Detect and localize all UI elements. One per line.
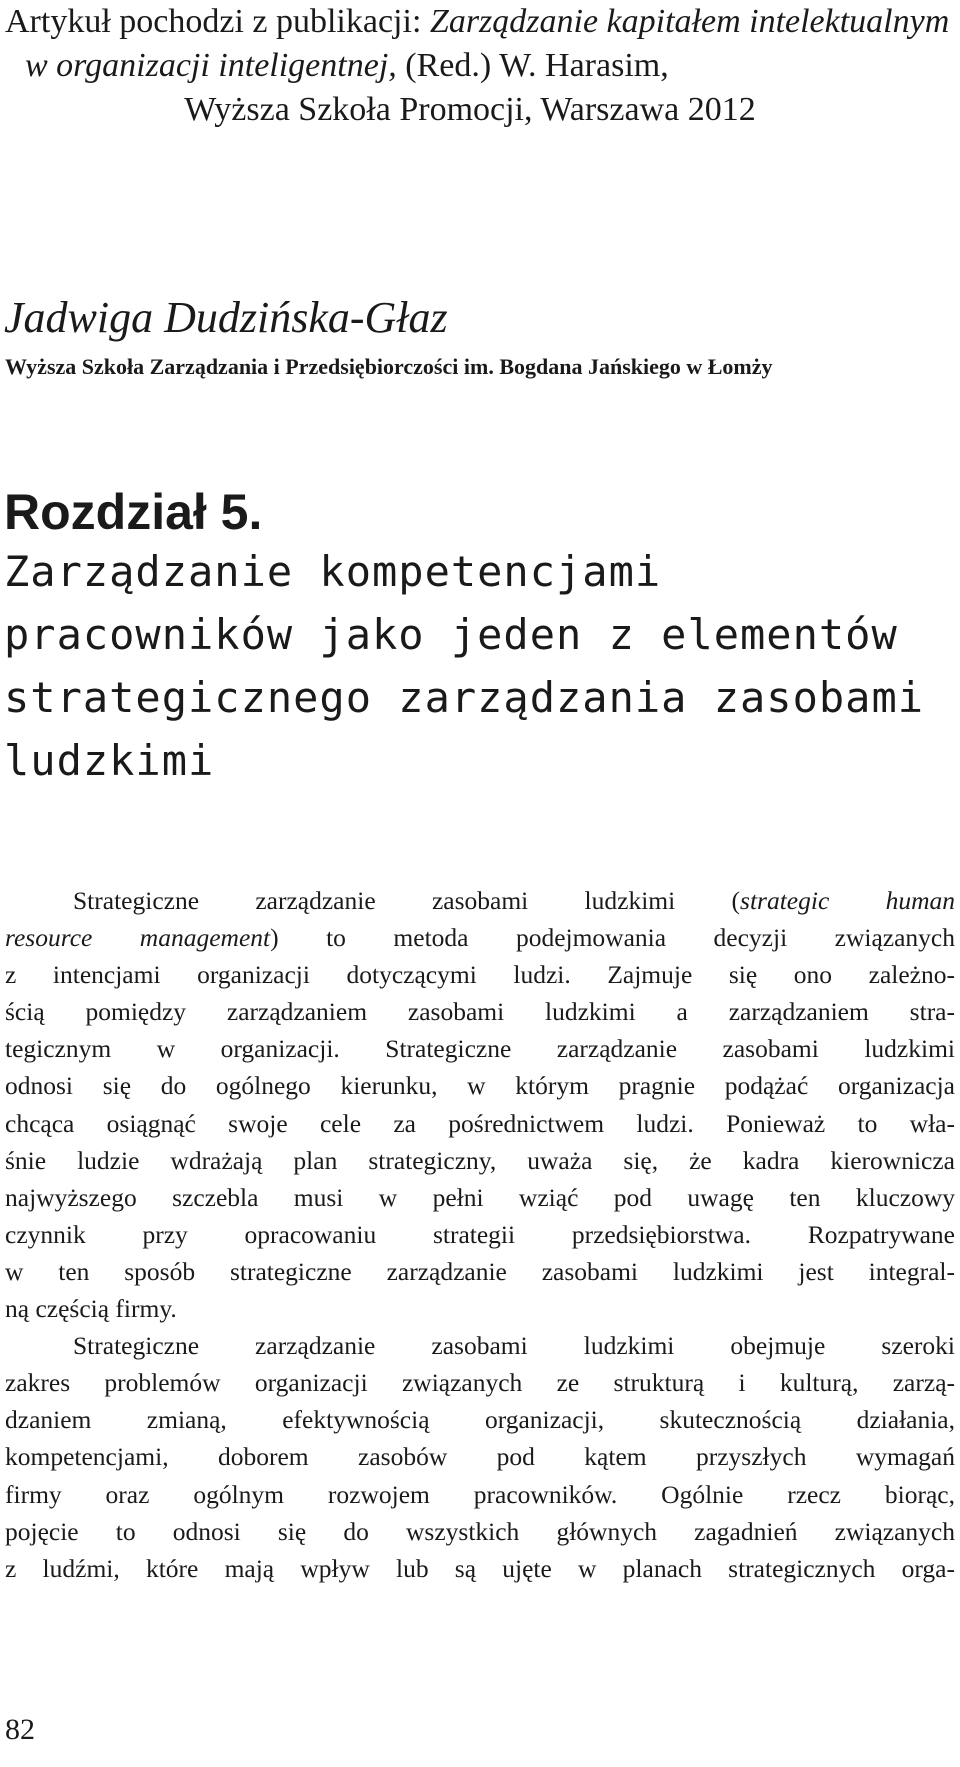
body-text	[5, 882, 955, 1587]
body-line: Strategiczne zarządzanie zasobami ludzkimi (strategic human	[73, 886, 955, 915]
chapter-title-line: ludzkimi	[4, 736, 215, 785]
body-line: odnosi się do ogólnego kierunku, w którym pragnie podążać organizacja	[5, 1071, 955, 1101]
chapter-title-line: strategicznego zarządzania zasobami	[4, 673, 925, 722]
body-line: czynnik przy opracowaniu strategii przedsiębiorstwa. Rozpatrywane	[5, 1219, 955, 1249]
source-line-2: w organizacji inteligentnej, (Red.) W. Harasim,	[25, 47, 669, 84]
chapter-label: Rozdział 5.	[4, 484, 263, 540]
chapter-title-line: Zarządzanie kompetencjami	[4, 547, 662, 596]
body-line: kompetencjami, doborem zasobów pod kątem przyszłych wymagań	[5, 1442, 955, 1472]
body-line: śnie ludzie wdrażają plan strategiczny, uważa się, że kadra kierownicza	[5, 1145, 955, 1175]
body-line: tegicznym w organizacji. Strategiczne zarządzanie zasobami ludzkimi	[5, 1034, 955, 1064]
body-line: pojęcie to odnosi się do wszystkich głównych zagadnień związanych	[5, 1516, 955, 1546]
source-line-3: Wyższa Szkoła Promocji, Warszawa 2012	[184, 91, 756, 128]
body-line: w ten sposób strategiczne zarządzanie zasobami ludzkimi jest integral-	[5, 1256, 955, 1286]
body-line: resource management) to metoda podejmowania decyzji związanych	[5, 923, 955, 953]
body-line: chcąca osiągnąć swoje cele za pośrednictwem ludzi. Ponieważ to wła-	[5, 1108, 955, 1138]
publication-source-note	[5, 0, 950, 132]
body-line: z intencjami organizacji dotyczącymi ludzi. Zajmuje się ono zależno-	[5, 960, 955, 990]
page-number: 82	[5, 1713, 35, 1746]
book-title-cont: w organizacji inteligentnej,	[25, 47, 397, 84]
author-affiliation: Wyższa Szkoła Zarządzania i Przedsiębiorczości im. Bogdana Jańskiego w Łomży	[5, 354, 773, 379]
chapter-title-line: pracowników jako jeden z elementów	[4, 610, 898, 659]
body-line: z ludźmi, które mają wpływ lub są ujęte w planach strategicznych orga-	[5, 1553, 955, 1583]
body-line: najwyższego szczebla musi w pełni wziąć pod uwagę ten kluczowy	[5, 1182, 955, 1212]
body-line: ścią pomiędzy zarządzaniem zasobami ludzkimi a zarządzaniem stra-	[5, 997, 955, 1027]
body-line: firmy oraz ogólnym rozwojem pracowników. Ogólnie rzecz biorąc,	[5, 1479, 955, 1509]
body-line: Strategiczne zarządzanie zasobami ludzkimi obejmuje szeroki	[73, 1331, 955, 1361]
author-name: Jadwiga Dudzińska-Głaz	[4, 293, 448, 342]
source-line-1: Artykuł pochodzi z publikacji: Zarządzanie kapitałem intelektualnym	[5, 3, 950, 40]
body-line: ną częścią firmy.	[5, 1294, 177, 1324]
body-line: zakres problemów organizacji związanych ze strukturą i kulturą, zarzą-	[5, 1368, 955, 1398]
body-line: dzaniem zmianą, efektywnością organizacji, skutecznością działania,	[5, 1405, 955, 1435]
chapter-title	[4, 540, 924, 792]
book-title: Zarządzanie kapitałem intelektualnym	[429, 3, 950, 40]
